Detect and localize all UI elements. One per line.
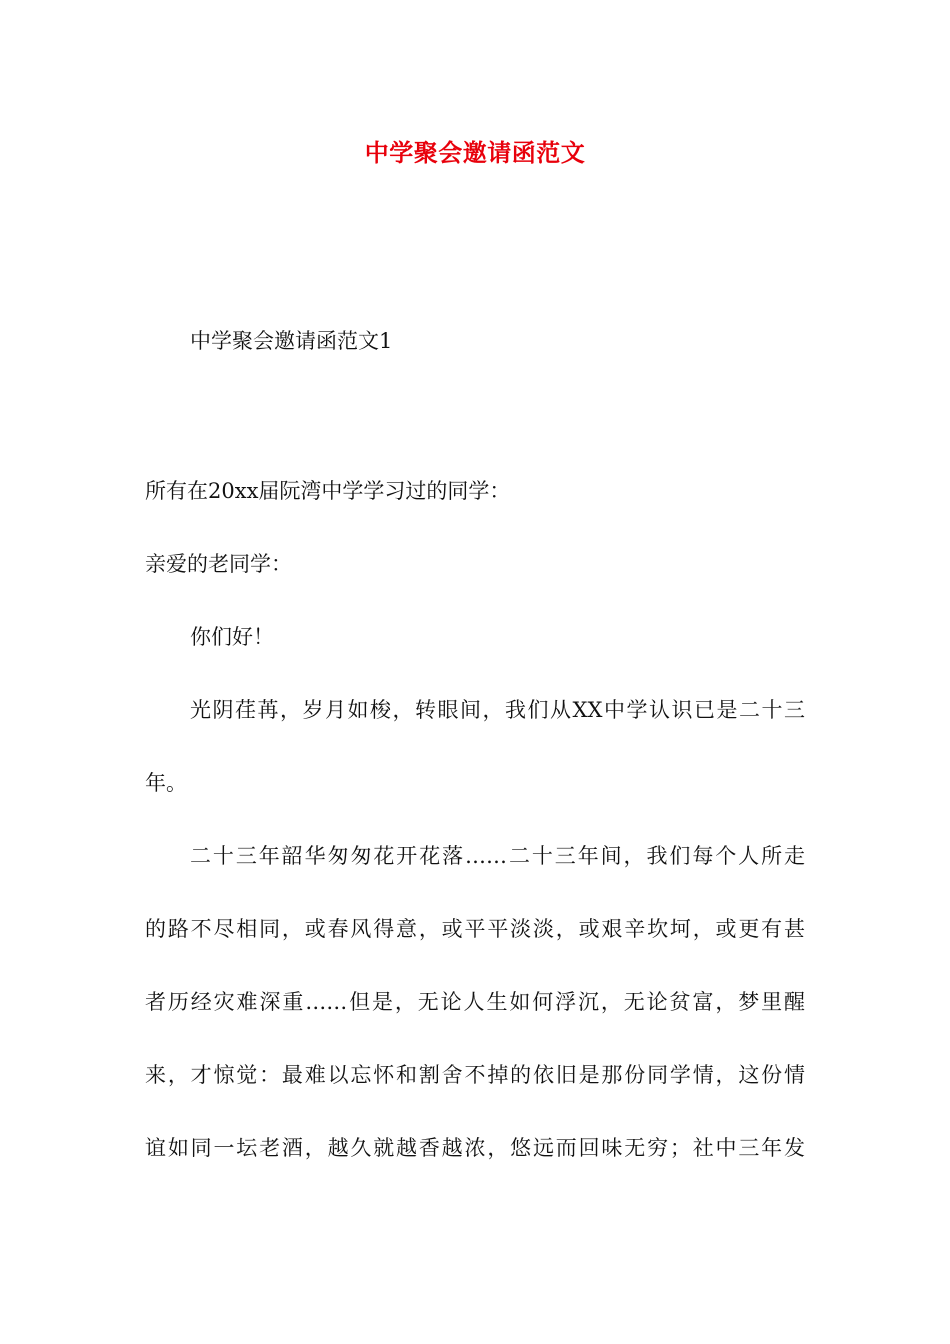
paragraph-line: 谊如同一坛老酒，越久就越香越浓，悠远而回味无穷；社中三年发 <box>145 1136 805 1160</box>
paragraph-line: 年。 <box>145 771 187 795</box>
greeting-line: 亲爱的老同学： <box>145 552 292 576</box>
section-heading: 中学聚会邀请函范文1 <box>190 329 393 353</box>
paragraph-line: 二十三年韶华匆匆花开花落……二十三年间，我们每个人所走 <box>190 844 805 868</box>
paragraph-2 <box>145 838 805 1203</box>
document-title: 中学聚会邀请函范文 <box>364 138 586 167</box>
paragraph-line: 的路不尽相同，或春风得意，或平平淡淡，或艰辛坎坷，或更有甚 <box>145 917 805 941</box>
paragraph-line: 光阴荏苒，岁月如梭，转眼间，我们从XX中学认识已是二十三 <box>190 698 805 722</box>
salutation-line: 所有在20xx届阮湾中学学习过的同学： <box>145 479 511 503</box>
hello-line: 你们好！ <box>190 625 274 649</box>
paragraph-1 <box>145 692 805 838</box>
paragraph-line: 来，才惊觉：最难以忘怀和割舍不掉的依旧是那份同学情，这份情 <box>145 1063 805 1087</box>
paragraph-line: 者历经灾难深重……但是，无论人生如何浮沉，无论贫富，梦里醒 <box>145 990 805 1014</box>
